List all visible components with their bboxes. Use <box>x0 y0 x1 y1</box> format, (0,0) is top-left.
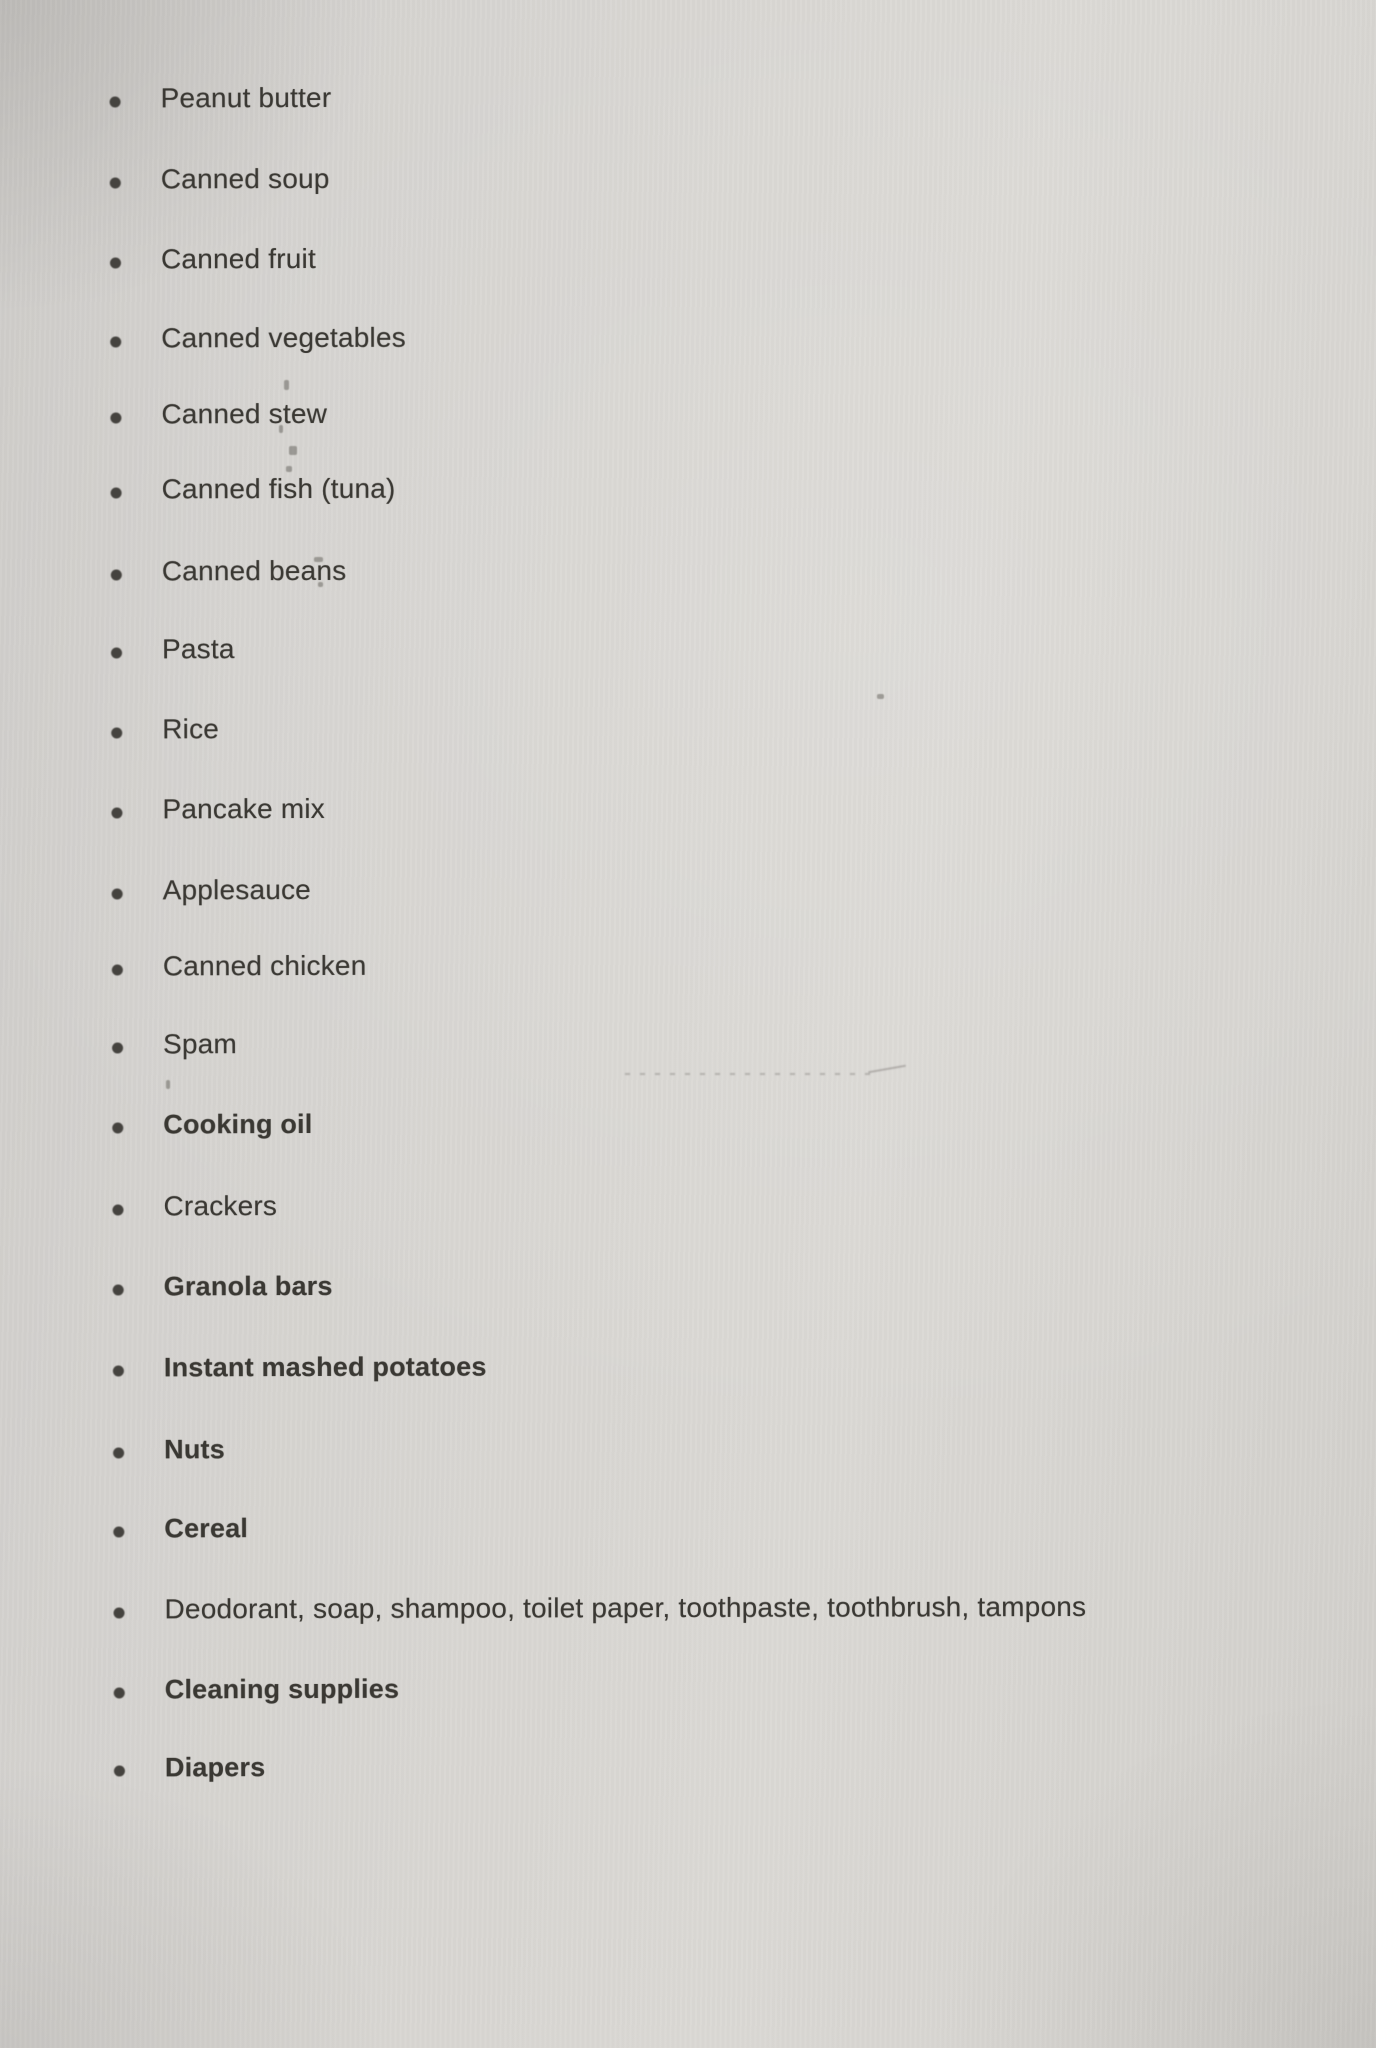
list-item-label: Canned soup <box>160 162 330 195</box>
list-item-label: Canned fish (tuna) <box>161 472 396 505</box>
bullet-icon <box>112 1204 123 1215</box>
bullet-icon <box>110 336 121 347</box>
list-item <box>112 1024 237 1064</box>
list-item <box>110 239 316 280</box>
bullet-icon <box>111 569 122 580</box>
list-item <box>112 1186 277 1226</box>
list-item-label: Granola bars <box>163 1270 333 1301</box>
list-item-label: Crackers <box>163 1190 278 1222</box>
bullet-icon <box>113 1447 124 1458</box>
list-item-label: Canned chicken <box>162 949 367 982</box>
bullet-icon <box>113 1284 124 1295</box>
list-item <box>111 709 219 749</box>
list-item <box>112 870 311 911</box>
bullet-icon <box>112 888 123 899</box>
list-item <box>111 789 325 830</box>
list-item <box>111 629 235 669</box>
bullet-icon <box>114 1607 125 1618</box>
list-item <box>113 1587 1086 1630</box>
list-item <box>114 1747 266 1787</box>
bullet-icon <box>113 1526 124 1537</box>
list-item-label: Diapers <box>164 1751 266 1782</box>
list-item <box>113 1266 333 1307</box>
list-item <box>111 551 347 592</box>
list-item <box>112 946 367 987</box>
list-item <box>113 1347 487 1388</box>
list-item-label: Peanut butter <box>160 81 332 114</box>
bullet-icon <box>112 1042 123 1053</box>
list-item <box>110 394 327 435</box>
list-item-label: Applesauce <box>162 873 312 906</box>
list-item-label: Canned beans <box>161 554 347 587</box>
list-item-label: Nuts <box>164 1433 225 1464</box>
list-item-label: Canned stew <box>161 397 328 430</box>
list-item <box>112 1104 312 1145</box>
bullet-icon <box>110 96 121 107</box>
list-item-label: Pasta <box>161 633 235 665</box>
list-item-label: Cereal <box>164 1512 249 1543</box>
list-item-label: Cooking oil <box>163 1108 313 1139</box>
bullet-icon <box>113 1365 124 1376</box>
list-item-label: Rice <box>162 713 220 745</box>
bullet-icon <box>114 1765 125 1776</box>
list-item-label: Canned vegetables <box>161 321 406 354</box>
bullet-icon <box>110 177 121 188</box>
list-item <box>110 318 406 359</box>
bullet-icon <box>110 412 121 423</box>
bullet-icon <box>112 1122 123 1133</box>
list-item-label: Canned fruit <box>160 242 316 275</box>
list-item <box>110 159 330 200</box>
bullet-icon <box>111 487 122 498</box>
list-item-label: Instant mashed potatoes <box>163 1351 487 1382</box>
list-item <box>113 1429 225 1469</box>
list-item-label: Cleaning supplies <box>164 1673 400 1704</box>
bullet-icon <box>111 727 122 738</box>
list-item <box>111 469 396 510</box>
bullet-icon <box>112 964 123 975</box>
bullet-icon <box>114 1687 125 1698</box>
list-item-label: Pancake mix <box>162 792 325 825</box>
list-item-label: Deodorant, soap, shampoo, toilet paper, toothpaste, toothbrush, tampons <box>164 1590 1087 1625</box>
list-item <box>113 1508 248 1548</box>
list-item <box>114 1669 400 1710</box>
bullet-icon <box>111 807 122 818</box>
bullet-icon <box>111 647 122 658</box>
list-item-label: Spam <box>163 1028 238 1060</box>
bullet-icon <box>110 257 121 268</box>
list-item <box>110 78 332 119</box>
